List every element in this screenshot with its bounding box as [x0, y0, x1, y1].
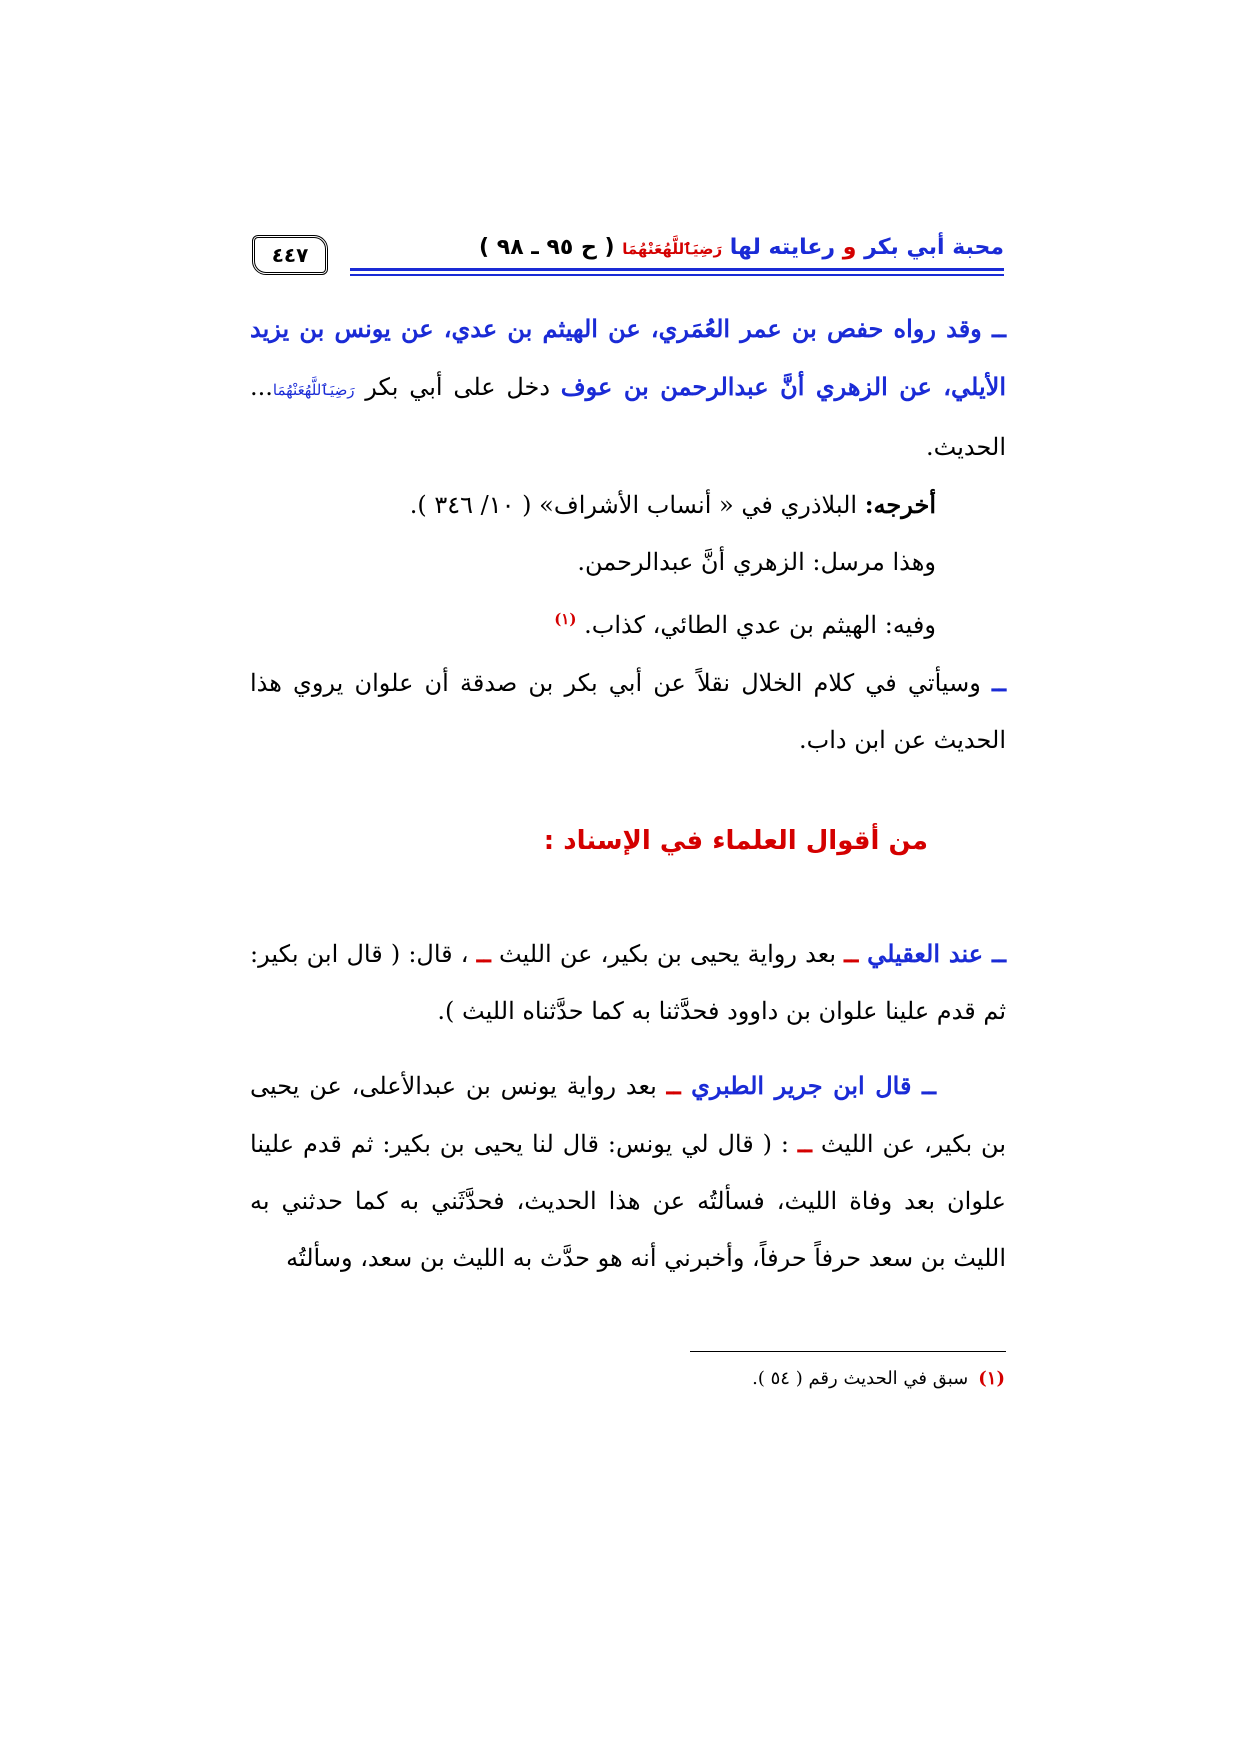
footnote-ref[interactable]: (١): [554, 610, 577, 628]
honorific-glyph-inline: رَضِيَٱللَّهُعَنْهُمَا: [272, 381, 355, 399]
dash-marker-3: ــ: [991, 939, 1006, 968]
dash-marker-7: ــ: [666, 1071, 681, 1100]
scholar-name-2: قال ابن جرير الطبري: [680, 1071, 922, 1100]
dash-marker-5: ــ: [476, 939, 491, 968]
header-rule-2: [350, 274, 1004, 276]
footnote-separator: [690, 1351, 1006, 1352]
narration-text: دخل على أبي بكر: [354, 373, 561, 401]
paragraph-2: [250, 476, 1006, 534]
dash-marker-6: ــ: [921, 1071, 936, 1100]
paragraph-5: [250, 654, 1006, 769]
header-rule: [350, 268, 1004, 271]
paragraph-5-text: وسيأتي في كلام الخلال نقلاً عن أبي بكر بن صدقة أن علوان يروي هذا الحديث عن ابن داب.: [250, 669, 1006, 754]
dash-marker-2: ــ: [991, 668, 1006, 697]
footnote-number: (١): [978, 1368, 1005, 1389]
paragraph-1: [250, 300, 1006, 476]
footnote-text: سبق في الحديث رقم ( ٥٤ ).: [752, 1368, 969, 1389]
hadith-range: ( ح ٩٥ ـ ٩٨ ): [479, 235, 615, 260]
narration-end: ... الحديث.: [250, 373, 1006, 461]
quote-1: [250, 925, 1006, 1040]
source-label: أخرجه:: [864, 490, 936, 519]
running-head-title-2: رعايته لها: [729, 235, 836, 260]
paragraph-4-text: وفيه: الهيثم بن عدي الطائي، كذاب.: [584, 611, 936, 639]
honorific-glyph: رَضِيَٱللَّهُعَنْهُمَا: [622, 240, 723, 258]
dash-marker-4: ــ: [844, 939, 859, 968]
running-head-title: محبة أبي بكر: [864, 235, 1004, 260]
paragraph-3: وهذا مرسل: الزهري أنَّ عبدالرحمن.: [577, 548, 936, 576]
quote-2-text-2: : ( قال لي يونس: قال لنا يحيى بن بكير: ثم قدم علينا علوان بعد وفاة الليث، فسألتُه عن هذا الحديث، فحدَّثَني به كما حدثني به الليث بن سعد حرفاً حرفاً، وأخبرني أنه هو حدَّث به الليث بن سعد، وسألتُه: [250, 1130, 1006, 1272]
scholar-name: عند العقيلي: [858, 939, 992, 968]
quote-1-text-2: ، قال: ( قال ابن بكير: ثم قدم علينا علوان بن داوود فحدَّثنا به كما حدَّثناه الليث ).: [250, 940, 1006, 1025]
dash-marker-8: ــ: [797, 1129, 812, 1158]
quote-2: [250, 1057, 1006, 1287]
running-head: [479, 235, 1004, 265]
quote-2-text: بعد رواية يونس بن عبدالأعلى، عن يحيى بن بكير، عن الليث: [250, 1072, 1006, 1158]
section-heading: من أقوال العلماء في الإسناد :: [543, 826, 928, 856]
scholars-quotes: [250, 925, 1006, 1287]
paragraph-4: [250, 591, 1006, 654]
footnote: [752, 1368, 1005, 1389]
page-number: ٤٤٧: [252, 235, 328, 275]
main-text: [250, 300, 1006, 769]
narration-chain: وقد رواه حفص بن عمر العُمَري، عن الهيثم بن عدي، عن يونس بن يزيد الأيلي، عن الزهري أنَّ عبدالرحمن بن عوف: [250, 314, 1007, 401]
source-text: البلاذري في « أنساب الأشراف» ( ١٠/ ٣٤٦ ).: [409, 491, 865, 519]
dash-marker: ــ: [991, 314, 1006, 343]
quote-1-text: بعد رواية يحيى بن بكير، عن الليث: [490, 940, 845, 968]
running-head-conj: و: [842, 235, 857, 260]
